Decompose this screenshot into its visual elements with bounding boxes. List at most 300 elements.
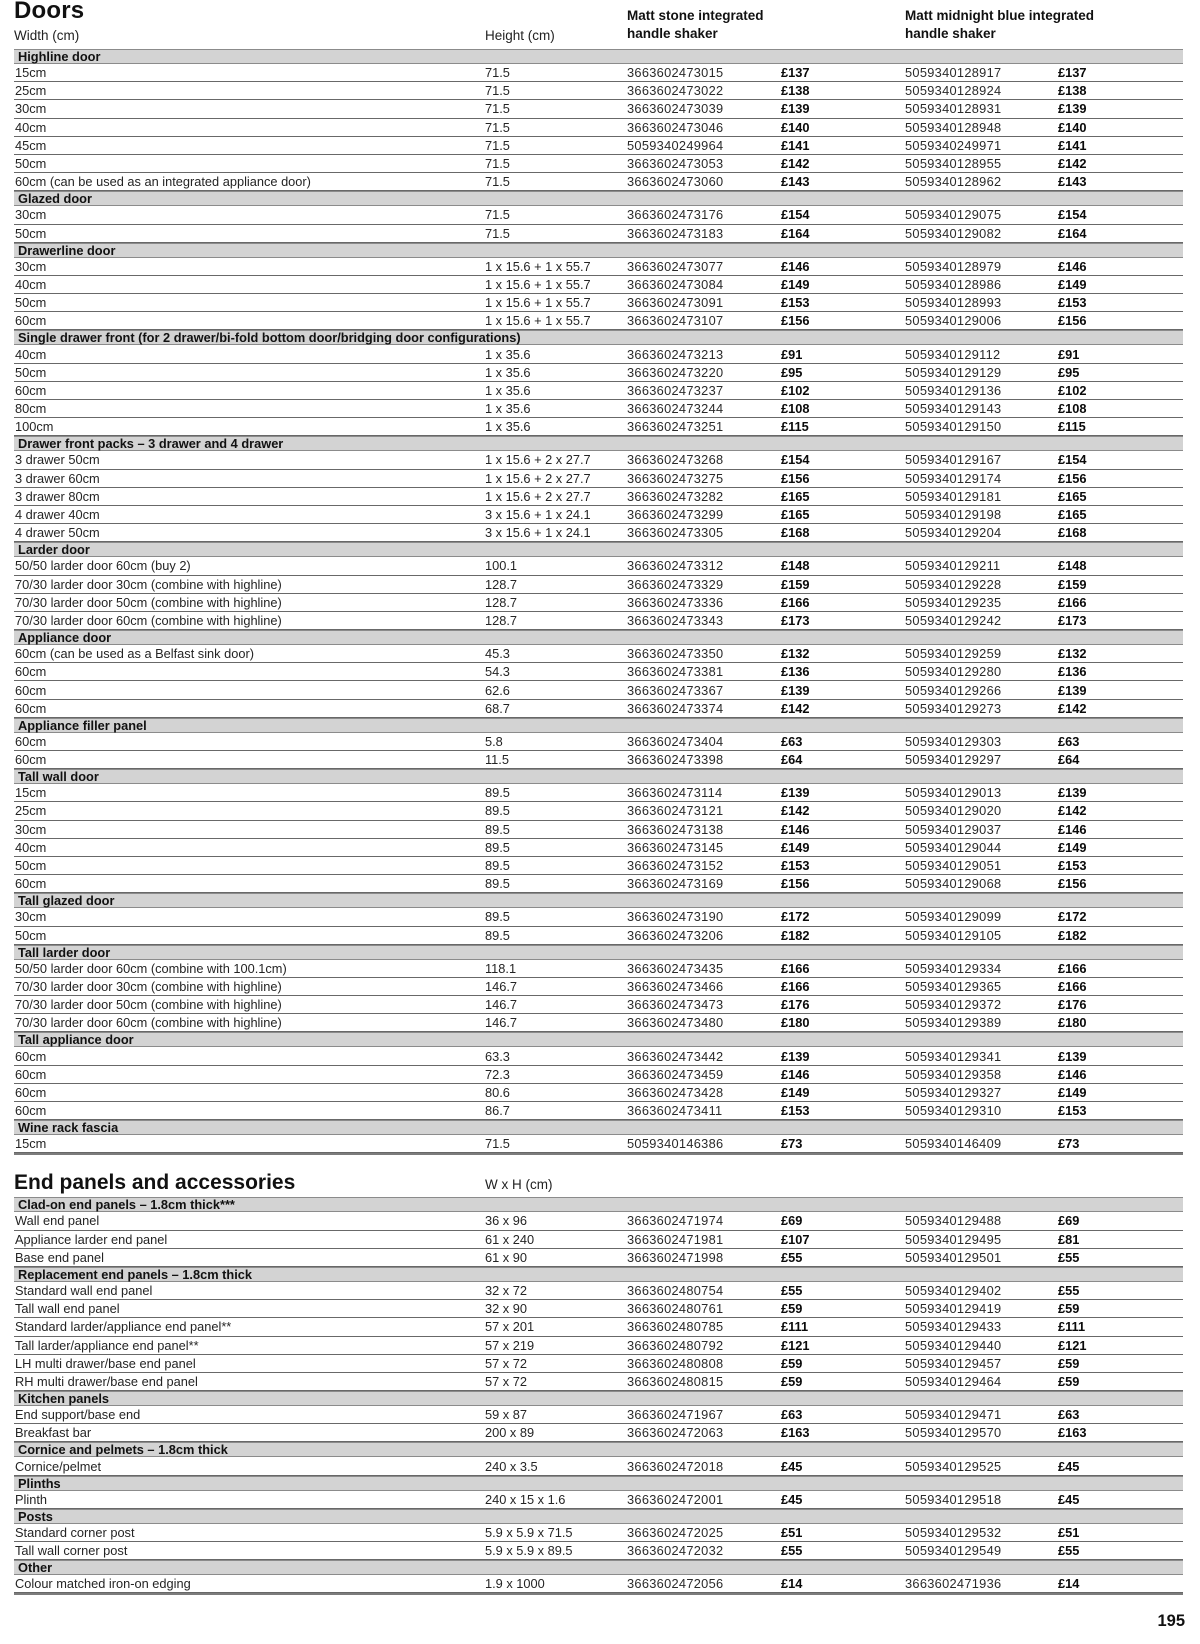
stone-product-code: 3663602473411 [627,1103,723,1119]
stone-price: £173 [781,612,810,628]
blue-price: £63 [1058,1407,1080,1423]
blue-price: £159 [1058,576,1087,592]
blue-product-code: 5059340128948 [905,119,1002,135]
table-row [14,364,1183,382]
stone-product-code: 3663602473282 [627,488,724,504]
table-row [14,173,1183,191]
item-height: 61 x 240 [485,1231,535,1247]
item-name: 40cm [15,276,47,292]
table-row [14,1212,1183,1230]
table-row [14,1300,1183,1318]
stone-product-code: 3663602473350 [627,646,724,662]
blue-product-code: 5059340129099 [905,909,1002,925]
blue-product-code: 5059340129280 [905,664,1002,680]
column-header-midnight-blue [905,7,1094,43]
column-header-midnight-blue-line2: handle shaker [905,25,996,41]
blue-price: £59 [1058,1355,1080,1371]
blue-price: £140 [1058,119,1087,135]
stone-product-code: 3663602473398 [627,752,724,768]
blue-product-code: 5059340249971 [905,137,1002,153]
blue-price: £69 [1058,1213,1080,1229]
blue-product-code: 5059340129266 [905,682,1002,698]
item-name: 45cm [15,137,47,153]
item-name: 30cm [15,101,47,117]
table-row [14,418,1183,436]
table-row [14,821,1183,839]
item-height: 1 x 35.6 [485,419,531,435]
blue-product-code: 5059340129167 [905,452,1002,468]
item-name: 60cm [15,1103,47,1119]
stone-product-code: 3663602473251 [627,419,724,435]
blue-product-code: 5059340129020 [905,803,1002,819]
stone-product-code: 3663602473305 [627,525,724,541]
blue-price: £149 [1058,1084,1087,1100]
stone-product-code: 3663602473053 [627,156,724,172]
table-row [14,155,1183,173]
item-name: 25cm [15,803,47,819]
item-name: 50cm [15,364,47,380]
item-height: 128.7 [485,612,518,628]
item-height: 71.5 [485,65,510,81]
blue-price: £166 [1058,594,1087,610]
item-height: 146.7 [485,1015,518,1031]
page-title-doors: Doors [14,0,85,24]
table-row [14,1406,1183,1424]
stone-price: £59 [781,1301,803,1317]
table-row [14,345,1183,363]
item-height: 3 x 15.6 + 1 x 24.1 [485,525,591,541]
item-name: 60cm [15,876,47,892]
table-row [14,1318,1183,1336]
item-height: 68.7 [485,700,510,716]
section-header: Larder door [14,542,1183,557]
item-height: 1 x 15.6 + 1 x 55.7 [485,276,591,292]
blue-product-code: 5059340128917 [905,65,1002,81]
blue-price: £45 [1058,1458,1080,1474]
blue-product-code: 5059340129389 [905,1015,1002,1031]
page-number: 195 [1157,1612,1185,1630]
table-row [14,206,1183,224]
section-header: Highline door [14,49,1183,64]
blue-product-code: 5059340129150 [905,419,1002,435]
section-header: Appliance door [14,630,1183,645]
item-height: 1.9 x 1000 [485,1576,545,1592]
stone-price: £142 [781,700,810,716]
section-header: Posts [14,1509,1183,1524]
table-row [14,1337,1183,1355]
stone-product-code: 3663602473442 [627,1048,724,1064]
item-name: Colour matched iron-on edging [15,1576,191,1592]
item-name: 15cm [15,785,47,801]
blue-price: £180 [1058,1015,1087,1031]
section-header: Tall appliance door [14,1032,1183,1047]
stone-product-code: 3663602473213 [627,346,724,362]
table-row [14,470,1183,488]
item-height: 5.8 [485,733,503,749]
item-name: 40cm [15,346,47,362]
item-name: 80cm [15,401,47,417]
blue-product-code: 5059340128979 [905,258,1002,274]
item-height: 89.5 [485,909,510,925]
item-height: 89.5 [485,927,510,943]
item-name: 3 drawer 80cm [15,488,100,504]
section-header: Tall glazed door [14,893,1183,908]
blue-product-code: 5059340129242 [905,612,1002,628]
table-row [14,1373,1183,1391]
blue-price: £156 [1058,313,1087,329]
blue-product-code: 5059340129341 [905,1048,1002,1064]
content-column [14,0,1183,1595]
stone-price: £132 [781,646,810,662]
item-height: 57 x 201 [485,1319,535,1335]
stone-product-code: 3663602473145 [627,839,724,855]
blue-price: £55 [1058,1283,1080,1299]
stone-product-code: 3663602472032 [627,1543,724,1559]
doors-header [14,0,1183,49]
stone-product-code: 3663602471981 [627,1231,724,1247]
blue-product-code: 5059340129211 [905,558,1001,574]
stone-price: £121 [781,1337,810,1353]
blue-product-code: 5059340129419 [905,1301,1002,1317]
stone-product-code: 3663602473190 [627,909,724,925]
blue-product-code: 5059340129501 [905,1249,1002,1265]
blue-product-code: 5059340129297 [905,752,1002,768]
item-height: 71.5 [485,1136,510,1152]
stone-price: £154 [781,452,810,468]
stone-product-code: 5059340146386 [627,1136,724,1152]
item-height: 146.7 [485,978,518,994]
table-row [14,857,1183,875]
item-name: 15cm [15,65,47,81]
stone-price: £136 [781,664,810,680]
blue-price: £139 [1058,785,1087,801]
table-row [14,1524,1183,1542]
blue-price: £156 [1058,470,1087,486]
section-header: Clad-on end panels – 1.8cm thick*** [14,1197,1183,1212]
item-height: 1 x 35.6 [485,401,531,417]
item-height: 240 x 15 x 1.6 [485,1491,566,1507]
item-height: 62.6 [485,682,510,698]
item-height: 54.3 [485,664,510,680]
stone-product-code: 3663602473039 [627,101,724,117]
blue-price: £153 [1058,295,1087,311]
stone-product-code: 3663602473480 [627,1015,724,1031]
item-name: 30cm [15,258,47,274]
stone-price: £111 [781,1319,809,1335]
table-row [14,751,1183,769]
stone-product-code: 3663602473015 [627,65,724,81]
stone-price: £142 [781,156,810,172]
item-height: 89.5 [485,858,510,874]
stone-price: £73 [781,1136,803,1152]
table-row [14,960,1183,978]
blue-price: £173 [1058,612,1087,628]
item-height: 45.3 [485,646,510,662]
stone-product-code: 3663602473206 [627,927,724,943]
table-row [14,400,1183,418]
blue-product-code: 5059340129495 [905,1231,1002,1247]
stone-price: £143 [781,174,810,190]
stone-price: £141 [781,137,810,153]
item-height: 1 x 15.6 + 1 x 55.7 [485,295,591,311]
blue-product-code: 5059340128955 [905,156,1002,172]
stone-product-code: 3663602472018 [627,1458,724,1474]
stone-price: £142 [781,803,810,819]
item-height: 89.5 [485,839,510,855]
blue-price: £143 [1058,174,1087,190]
item-height: 240 x 3.5 [485,1458,538,1474]
stone-price: £166 [781,960,810,976]
stone-price: £182 [781,927,810,943]
stone-product-code: 3663602473473 [627,997,724,1013]
stone-price: £146 [781,821,810,837]
stone-price: £137 [781,65,810,81]
table-row [14,1542,1183,1560]
blue-price: £165 [1058,507,1087,523]
item-height: 71.5 [485,156,510,172]
blue-product-code: 5059340129044 [905,839,1002,855]
column-header-matt-stone [627,7,764,43]
blue-product-code: 5059340129327 [905,1084,1002,1100]
item-height: 1 x 15.6 + 2 x 27.7 [485,470,591,486]
item-name: 30cm [15,207,47,223]
section-header: Tall larder door [14,945,1183,960]
stone-product-code: 3663602473169 [627,876,724,892]
blue-price: £111 [1058,1319,1086,1335]
table-row [14,82,1183,100]
blue-product-code: 5059340129013 [905,785,1002,801]
stone-product-code: 3663602471974 [627,1213,724,1229]
stone-product-code: 3663602472063 [627,1425,724,1441]
stone-price: £149 [781,276,810,292]
blue-price: £168 [1058,525,1087,541]
item-name: Plinth [15,1491,48,1507]
stone-price: £45 [781,1491,803,1507]
blue-price: £81 [1058,1231,1080,1247]
table-row [14,594,1183,612]
table-row [14,312,1183,330]
table-row [14,1355,1183,1373]
item-name: Tall larder/appliance end panel** [15,1337,199,1353]
column-header-width: Width (cm) [14,28,80,43]
table-row [14,802,1183,820]
blue-price: £142 [1058,156,1087,172]
table-row [14,557,1183,575]
item-height: 57 x 72 [485,1373,527,1389]
blue-price: £139 [1058,101,1087,117]
blue-price: £154 [1058,207,1087,223]
blue-product-code: 5059340129518 [905,1491,1002,1507]
stone-product-code: 3663602473183 [627,225,724,241]
stone-product-code: 3663602471967 [627,1407,724,1423]
item-height: 57 x 72 [485,1355,527,1371]
table-row [14,1457,1183,1475]
blue-product-code: 5059340129471 [905,1407,1002,1423]
item-name: 3 drawer 60cm [15,470,100,486]
blue-product-code: 5059340129457 [905,1355,1002,1371]
stone-product-code: 3663602473114 [627,785,723,801]
stone-product-code: 3663602473268 [627,452,724,468]
blue-price: £142 [1058,700,1087,716]
stone-price: £108 [781,401,810,417]
section-header: Drawerline door [14,243,1183,258]
table-row [14,908,1183,926]
table-row [14,978,1183,996]
stone-product-code: 3663602473466 [627,978,724,994]
blue-price: £146 [1058,258,1087,274]
blue-product-code: 5059340129136 [905,382,1002,398]
blue-price: £139 [1058,682,1087,698]
stone-product-code: 3663602480792 [627,1337,724,1353]
stone-product-code: 5059340249964 [627,137,724,153]
stone-product-code: 3663602473176 [627,207,724,223]
stone-price: £168 [781,525,810,541]
stone-price: £176 [781,997,810,1013]
section-header: Glazed door [14,191,1183,206]
stone-price: £153 [781,1103,810,1119]
item-height: 61 x 90 [485,1249,527,1265]
item-name: 70/30 larder door 60cm (combine with highline) [15,1015,282,1031]
table-row [14,100,1183,118]
blue-product-code: 5059340146409 [905,1136,1002,1152]
blue-product-code: 5059340129068 [905,876,1002,892]
item-name: 60cm (can be used as an integrated appliance door) [15,174,311,190]
item-height: 71.5 [485,83,510,99]
item-name: 50cm [15,858,47,874]
stone-product-code: 3663602472025 [627,1524,724,1540]
item-height: 71.5 [485,101,510,117]
blue-price: £182 [1058,927,1087,943]
item-height: 5.9 x 5.9 x 71.5 [485,1524,573,1540]
table-row [14,681,1183,699]
table-row [14,64,1183,82]
table-row [14,488,1183,506]
item-height: 89.5 [485,803,510,819]
blue-price: £55 [1058,1543,1080,1559]
item-height: 63.3 [485,1048,510,1064]
blue-price: £95 [1058,364,1080,380]
table-row [14,1102,1183,1120]
stone-product-code: 3663602480761 [627,1301,724,1317]
item-name: 50cm [15,295,47,311]
blue-product-code: 5059340129143 [905,401,1002,417]
blue-product-code: 5059340129228 [905,576,1002,592]
stone-product-code: 3663602473312 [627,558,724,574]
item-height: 146.7 [485,997,518,1013]
item-height: 1 x 35.6 [485,364,531,380]
blue-price: £166 [1058,960,1087,976]
stone-product-code: 3663602473152 [627,858,724,874]
stone-product-code: 3663602480754 [627,1283,724,1299]
stone-price: £146 [781,258,810,274]
table-row [14,700,1183,718]
blue-product-code: 5059340129532 [905,1524,1002,1540]
blue-price: £115 [1058,419,1086,435]
item-name: Tall wall end panel [15,1301,120,1317]
stone-product-code: 3663602471998 [627,1249,724,1265]
item-name: 100cm [15,419,54,435]
table-row [14,645,1183,663]
table-row [14,1014,1183,1032]
item-height: 1 x 15.6 + 1 x 55.7 [485,258,591,274]
table-row [14,1491,1183,1509]
stone-price: £159 [781,576,810,592]
blue-price: £64 [1058,752,1080,768]
blue-product-code: 5059340129181 [905,488,1002,504]
table-row [14,1424,1183,1442]
stone-price: £156 [781,876,810,892]
blue-product-code: 5059340129365 [905,978,1002,994]
item-name: End support/base end [15,1407,141,1423]
blue-price: £51 [1058,1524,1080,1540]
table-row [14,1066,1183,1084]
table-row [14,1575,1183,1593]
blue-price: £14 [1058,1576,1080,1592]
item-height: 36 x 96 [485,1213,527,1229]
item-name: 30cm [15,909,47,925]
item-height: 89.5 [485,785,510,801]
stone-price: £153 [781,295,810,311]
blue-product-code: 5059340129259 [905,646,1002,662]
end-panels-price-table [14,1197,1183,1595]
table-row [14,225,1183,243]
blue-price: £153 [1058,1103,1087,1119]
table-row [14,1231,1183,1249]
blue-product-code: 5059340128931 [905,101,1002,117]
section-header: Kitchen panels [14,1391,1183,1406]
stone-price: £149 [781,839,810,855]
blue-price: £91 [1058,346,1080,362]
item-name: 40cm [15,839,47,855]
doors-price-table [14,49,1183,1155]
stone-price: £156 [781,470,810,486]
blue-price: £149 [1058,839,1087,855]
section-header: Wine rack fascia [14,1120,1183,1135]
item-height: 1 x 35.6 [485,382,531,398]
item-name: Cornice/pelmet [15,1458,102,1474]
item-name: 60cm [15,752,47,768]
stone-price: £138 [781,83,810,99]
table-row [14,258,1183,276]
stone-product-code: 3663602473244 [627,401,724,417]
item-height: 1 x 15.6 + 2 x 27.7 [485,452,591,468]
stone-price: £163 [781,1425,810,1441]
stone-product-code: 3663602473275 [627,470,724,486]
stone-product-code: 3663602473404 [627,733,724,749]
stone-product-code: 3663602473299 [627,507,724,523]
stone-product-code: 3663602473022 [627,83,724,99]
blue-price: £137 [1058,65,1087,81]
stone-price: £115 [781,419,809,435]
blue-product-code: 5059340129051 [905,858,1002,874]
item-name: Breakfast bar [15,1425,92,1441]
blue-product-code: 5059340129082 [905,225,1002,241]
table-row [14,875,1183,893]
blue-price: £141 [1058,137,1087,153]
item-height: 128.7 [485,594,518,610]
blue-price: £148 [1058,558,1087,574]
stone-price: £146 [781,1066,810,1082]
stone-price: £91 [781,346,803,362]
table-row [14,506,1183,524]
item-name: 50cm [15,927,47,943]
stone-product-code: 3663602473046 [627,119,724,135]
column-header-height: Height (cm) [485,28,555,43]
blue-product-code: 5059340128962 [905,174,1002,190]
stone-price: £164 [781,225,810,241]
blue-price: £166 [1058,978,1087,994]
blue-product-code: 5059340129112 [905,346,1001,362]
